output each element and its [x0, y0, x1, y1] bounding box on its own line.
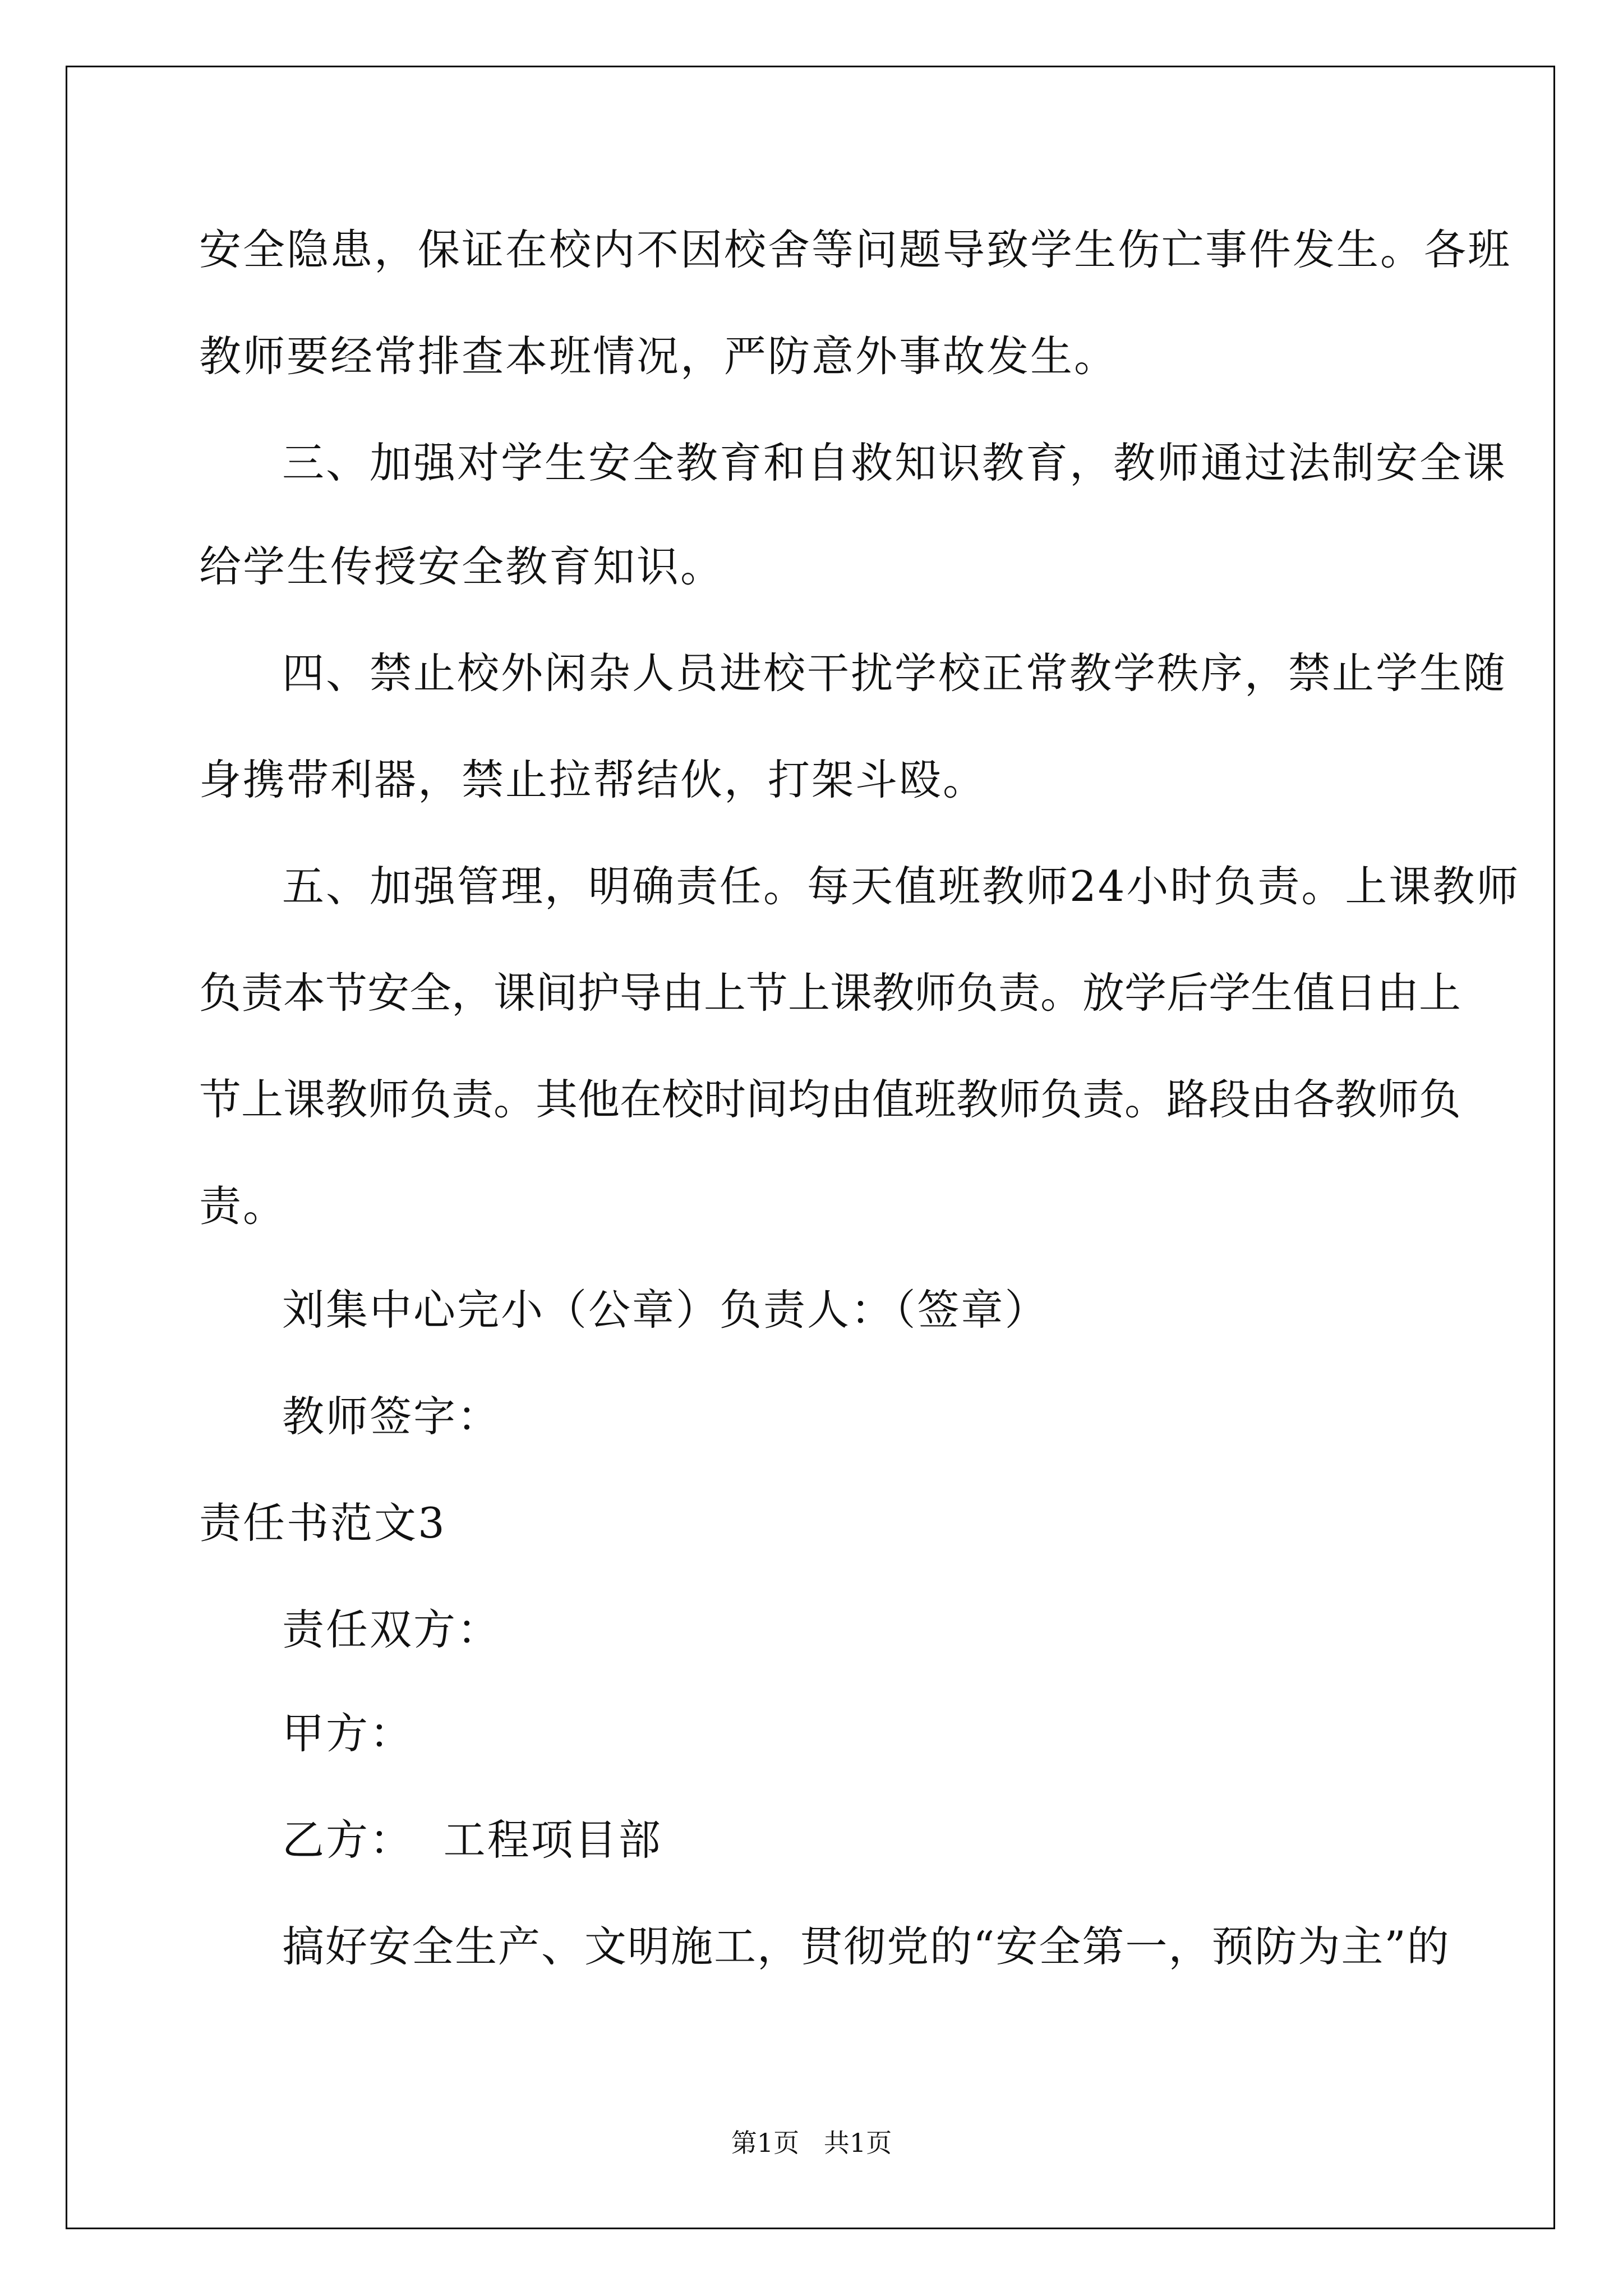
body-line: 搞好安全生产、文明施工，贯彻党的“安全第一，预防为主”的 — [282, 1922, 1450, 1971]
body-line: 给学生传授安全教育知识。 — [199, 542, 725, 591]
body-line: 责任双方： — [282, 1605, 501, 1654]
body-line: 五、加强管理，明确责任。每天值班教师24小时负责。上课教师 — [282, 862, 1520, 911]
page-border — [66, 66, 1555, 2229]
body-line: 四、禁止校外闲杂人员进校干扰学校正常教学秩序，禁止学生随 — [282, 648, 1507, 698]
body-line: 节上课教师负责。其他在校时间均由值班教师负责。路段由各教师负 — [199, 1075, 1461, 1124]
body-line: 负责本节安全，课间护导由上节上课教师负责。放学后学生值日由上 — [199, 968, 1461, 1018]
page-footer: 第1页 共1页 — [731, 2128, 892, 2158]
body-line: 三、加强对学生安全教育和自救知识教育，教师通过法制安全课 — [282, 438, 1507, 487]
body-line: 教师要经常排查本班情况，严防意外事故发生。 — [199, 332, 1118, 381]
body-line: 乙方： 工程项目部 — [282, 1815, 662, 1865]
body-line: 甲方： — [282, 1709, 414, 1758]
body-line: 身携带利器，禁止拉帮结伙，打架斗殴。 — [199, 755, 987, 804]
body-line: 责。 — [199, 1181, 287, 1231]
body-line: 安全隐患，保证在校内不因校舍等问题导致学生伤亡事件发生。各班 — [199, 225, 1512, 274]
body-line: 刘集中心完小（公章）负责人：（签章） — [282, 1285, 1049, 1335]
body-line: 教师签字： — [282, 1392, 501, 1441]
section-heading: 责任书范文3 — [199, 1498, 446, 1548]
